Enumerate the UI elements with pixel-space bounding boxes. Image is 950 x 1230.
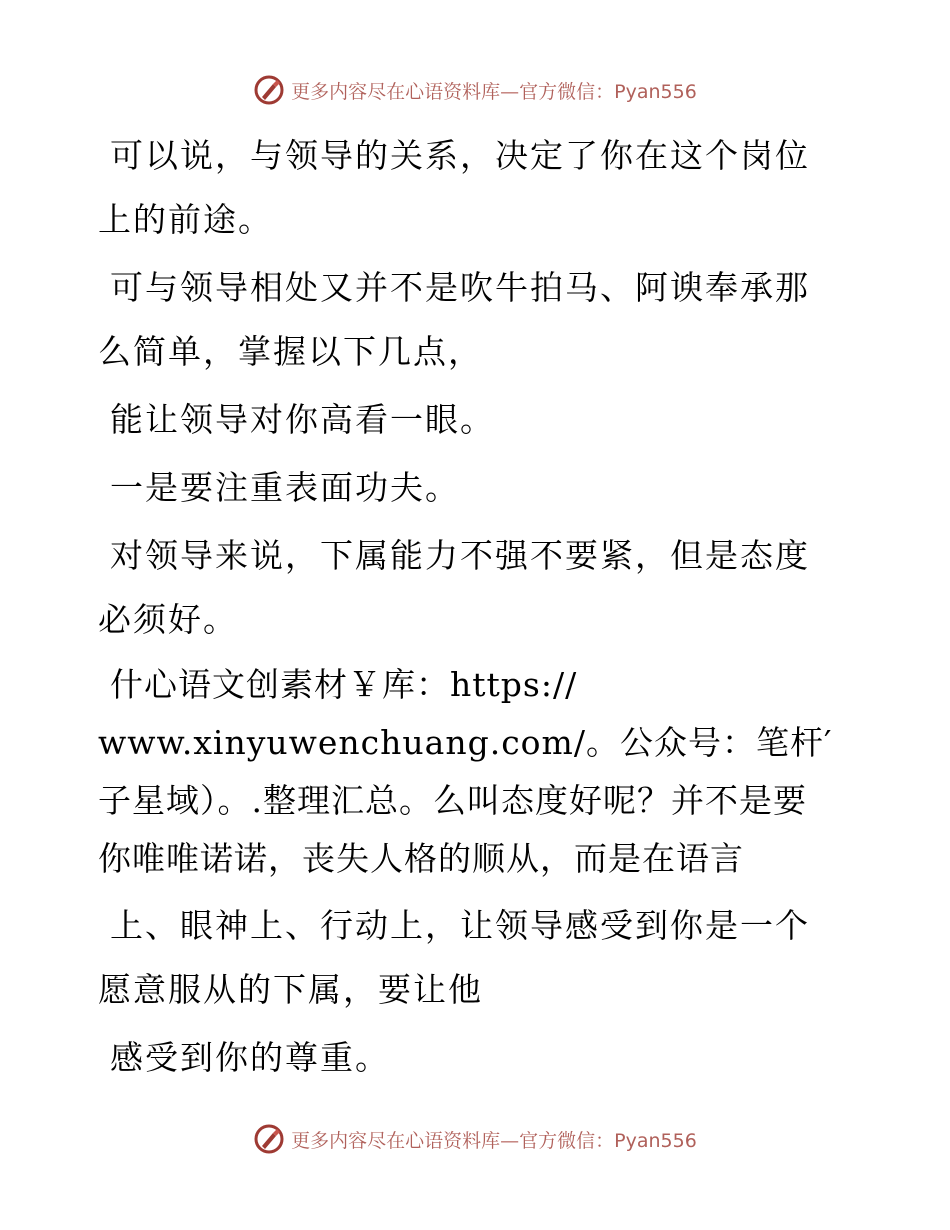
paragraph: 能让领导对你高看一眼。 <box>110 400 495 439</box>
banner-title: 更多内容尽在心语资料库 <box>291 1129 501 1152</box>
footer-banner <box>0 1121 950 1157</box>
banner-wechat: 官方微信：Pyan556 <box>519 1129 697 1152</box>
paragraph: 可与领导相处又并不是吹牛拍马、阿谀奉承那么简单，掌握以下几点， <box>98 268 810 371</box>
paragraph: www.xinyuwenchuang.com/。公众号：笔杆′子星域）。.整理汇总。么叫态度好呢？并不是要你唯唯诺诺，丧失人格的顺从，而是在语言 <box>98 723 833 878</box>
paragraph: 一是要注重表面功夫。 <box>110 468 460 507</box>
paragraph: 感受到你的尊重。 <box>110 1038 390 1077</box>
paragraph: 可以说，与领导的关系，决定了你在这个岗位上的前途。 <box>98 136 810 239</box>
banner-separator: — <box>500 80 520 103</box>
paragraph: 什心语文创素材￥库：https:// <box>110 665 578 704</box>
banner-wechat: 官方微信：Pyan556 <box>519 80 697 103</box>
header-banner <box>0 72 950 108</box>
paragraph: 对领导来说，下属能力不强不要紧，但是态度必须好。 <box>98 536 810 639</box>
pen-logo-icon <box>253 74 285 106</box>
document-body <box>98 124 838 1094</box>
paragraph: 上、眼神上、行动上，让领导感受到你是一个愿意服从的下属，要让他 <box>98 906 810 1009</box>
banner-title: 更多内容尽在心语资料库 <box>291 80 501 103</box>
banner-separator: — <box>500 1129 520 1152</box>
pen-logo-icon <box>253 1123 285 1155</box>
